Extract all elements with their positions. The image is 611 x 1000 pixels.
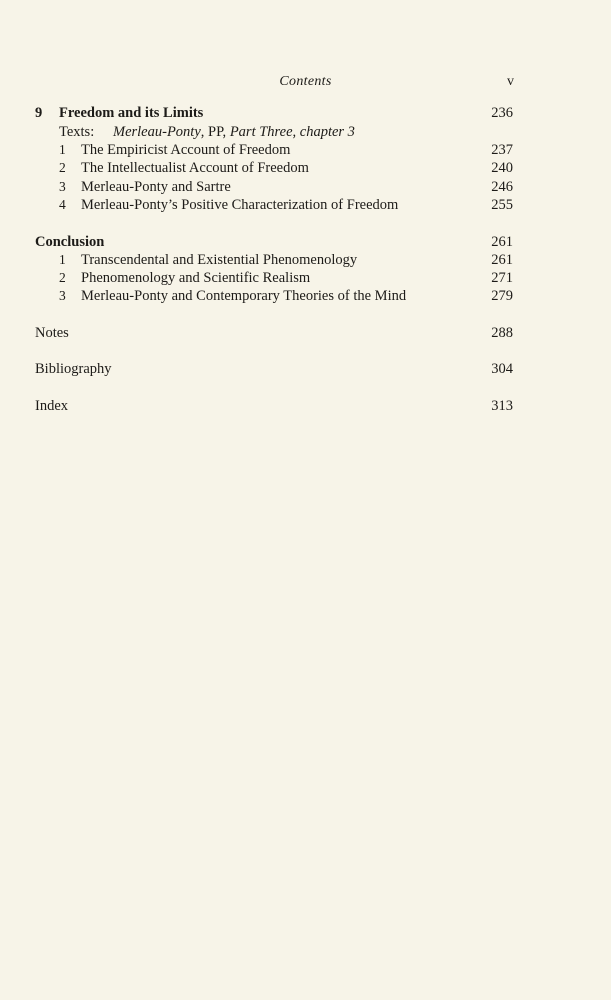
texts-label: Texts: [59,124,95,140]
toc-conclusion[interactable] [35,232,513,252]
toc-section[interactable] [35,177,513,197]
texts-author: Merleau-Ponty [113,124,201,140]
texts-part: Part Three, chapter 3 [229,124,355,140]
toc-section[interactable] [35,286,513,306]
running-head [0,74,611,94]
bibliography-title: Bibliography [35,361,112,377]
section-title: Merleau-Ponty’s Positive Characterization of Freedom [81,197,399,213]
section-page: 271 [491,270,513,286]
index-page: 313 [491,398,513,414]
toc-index[interactable] [35,396,513,416]
index-title: Index [35,398,69,414]
section-number: 3 [59,179,66,194]
bibliography-page: 304 [491,361,513,377]
chapter-page: 236 [491,105,513,121]
toc-bibliography[interactable] [35,359,513,379]
toc-section[interactable] [35,195,513,215]
section-number: 1 [59,252,66,267]
section-title: The Empiricist Account of Freedom [81,142,291,158]
section-number: 4 [59,197,66,212]
texts-abbrev: , PP, [200,124,230,140]
running-head-title: Contents [279,74,332,89]
section-page: 240 [491,160,513,176]
toc-chapter-9[interactable] [35,103,513,123]
section-page: 279 [491,288,513,304]
toc-notes[interactable] [35,323,513,343]
section-page: 255 [491,197,513,213]
toc-section[interactable] [35,158,513,178]
notes-page: 288 [491,325,513,341]
section-number: 3 [59,288,66,303]
texts-source [113,122,355,142]
section-page: 261 [491,252,513,268]
toc-section[interactable] [35,250,513,270]
toc-section[interactable] [35,140,513,160]
section-title: Merleau-Ponty and Sartre [81,179,231,195]
section-title: The Intellectualist Account of Freedom [81,160,309,176]
toc-texts-line [35,122,513,142]
section-page: 246 [491,179,513,195]
toc-section[interactable] [35,268,513,288]
section-page: 237 [491,142,513,158]
conclusion-title: Conclusion [35,234,105,250]
section-title: Transcendental and Existential Phenomenology [81,252,358,268]
page-folio: v [507,74,514,89]
section-number: 1 [59,142,66,157]
section-title: Merleau-Ponty and Contemporary Theories of the Mind [81,288,407,304]
notes-title: Notes [35,325,69,341]
conclusion-page: 261 [491,234,513,250]
section-number: 2 [59,270,66,285]
chapter-number: 9 [35,105,43,121]
section-number: 2 [59,160,66,175]
chapter-title: Freedom and its Limits [59,105,204,121]
section-title: Phenomenology and Scientific Realism [81,270,311,286]
